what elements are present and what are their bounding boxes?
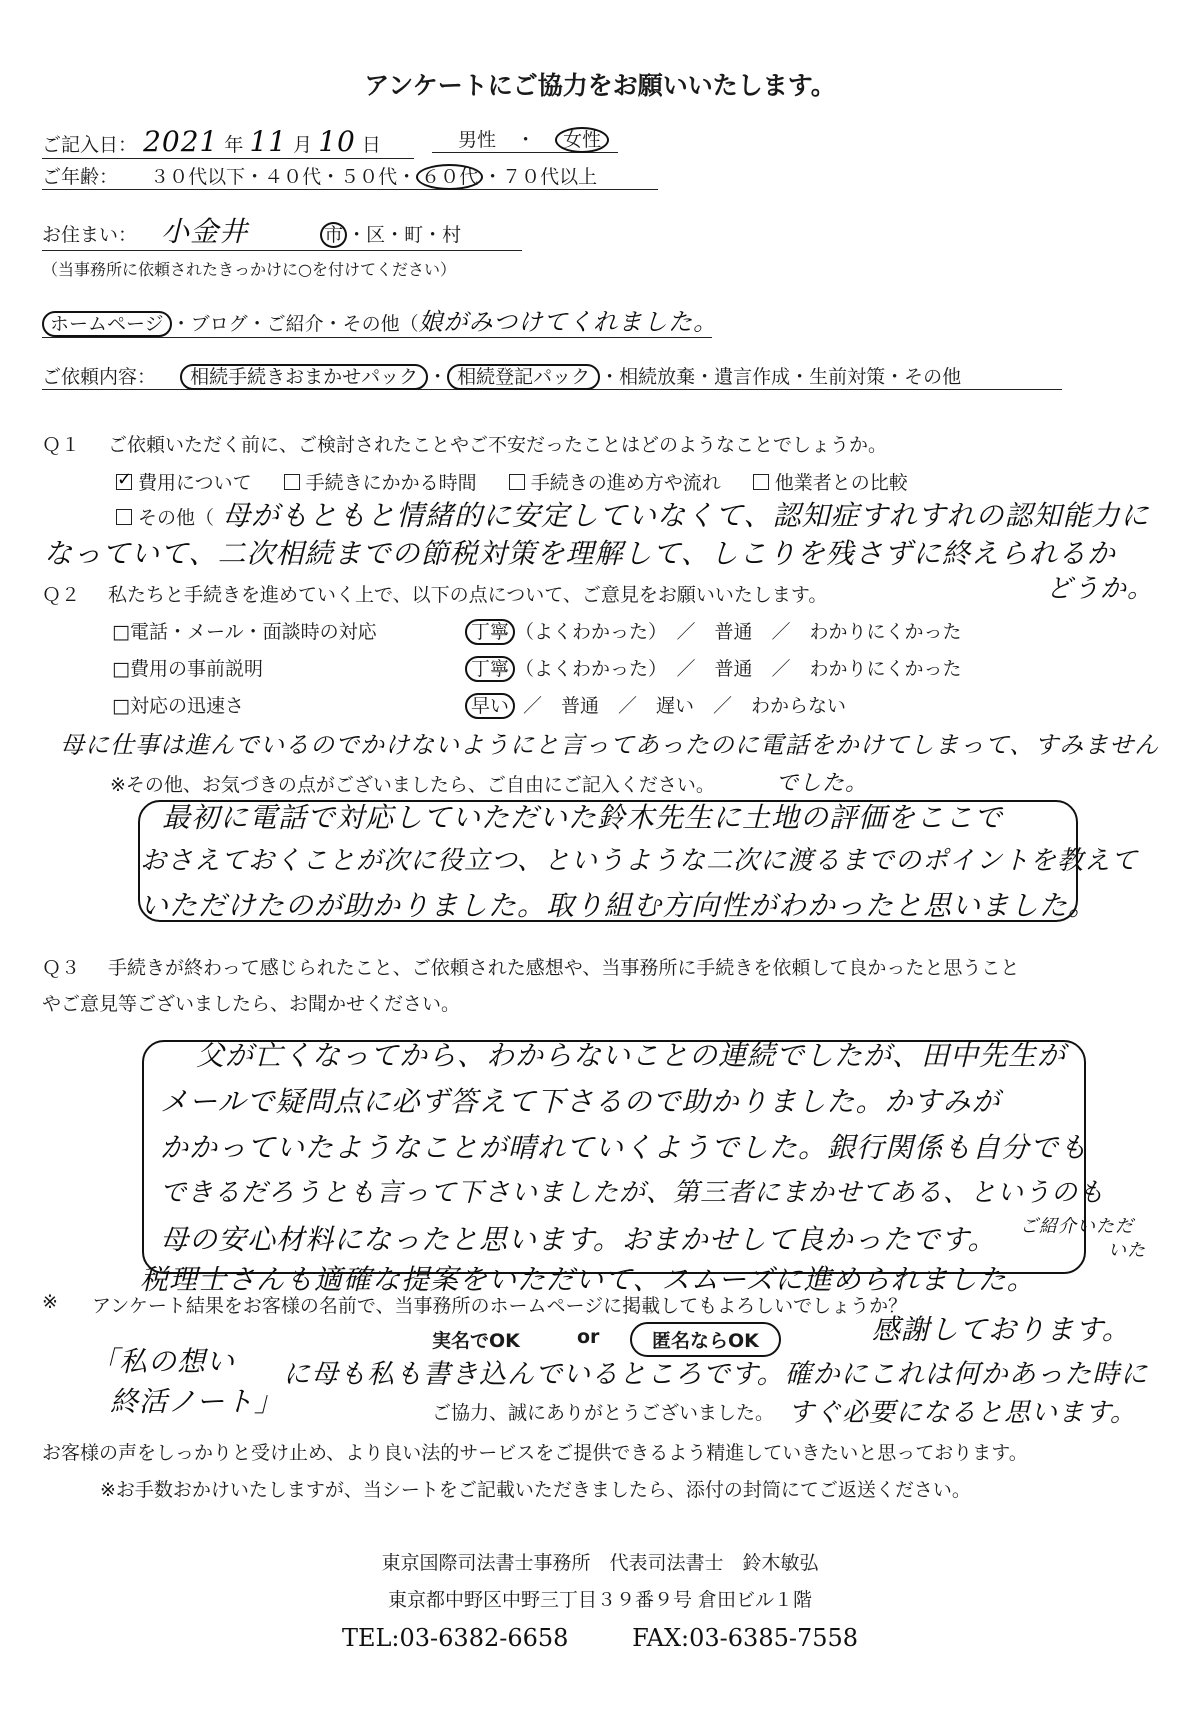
q2-hand-note-1: 母に仕事は進んでいるのでかけないようにと言ってあったのに電話をかけてしまって、すみません <box>60 731 1160 759</box>
entry-year: 2021 <box>143 125 219 158</box>
trigger-selected-homepage[interactable]: ホームページ <box>42 311 172 337</box>
age-selected[interactable]: ６０代 <box>416 164 483 190</box>
checked-checkbox-icon <box>116 474 132 490</box>
q1-opt-flow[interactable] <box>509 472 721 494</box>
q2-row-options[interactable]: （よくわかった） ／ 普通 ／ わかりにくかった <box>515 621 962 643</box>
q1-answer-line-2: なっていて、二次相続までの節税対策を理解して、しこりを残さずに終えられるか <box>44 537 1116 570</box>
q3-answer-line-3: かかっていたようなことが晴れていくようでした。銀行関係も自分でも <box>160 1131 1089 1164</box>
q2-row-answer <box>465 691 846 718</box>
gender-sep: ・ <box>516 129 536 151</box>
age-options-b[interactable]: ・７０代以上 <box>483 166 598 188</box>
q3-question-line-2: やご意見等ございましたら、お聞かせください。 <box>42 993 461 1015</box>
address-label: お住まい： <box>42 224 138 246</box>
entry-month: 11 <box>249 125 288 158</box>
request-label: ご依頼内容： <box>42 366 157 388</box>
address-city-selected[interactable]: 市 <box>320 222 347 248</box>
q2-comment-line-1: 最初に電話で対応していただいた鈴木先生に土地の評価をここで <box>162 801 1004 834</box>
extra-note-bracket-2: 終活ノート」 <box>110 1385 284 1418</box>
q2-row-item: □電話・メール・面談時の対応 <box>112 621 377 643</box>
q2-comment-line-2: おさえておくことが次に役立つ、というような二次に渡るまでのポイントを教えて <box>140 846 1138 876</box>
q2-row-answer <box>465 654 962 681</box>
q1-number: Ｑ１ <box>42 434 81 456</box>
consent-mark: ※ <box>42 1291 58 1313</box>
trigger-note: （当事務所に依頼されたきっかけに○を付けてください） <box>42 260 456 279</box>
checkbox-icon <box>284 474 300 490</box>
q3-answer-line-4: できるだろうとも言って下さいましたが、第三者にまかせてある、というのも <box>160 1178 1106 1208</box>
entry-day-unit: 日 <box>361 134 381 156</box>
request-options[interactable]: ・相続放棄・遺言作成・生前対策・その他 <box>600 366 962 388</box>
address-row <box>42 210 522 251</box>
gender-male[interactable]: 男性 <box>458 129 497 151</box>
age-label: ご年齢： <box>42 166 119 188</box>
return-note: ※お手数おかけいたしますが、当シートをご記載いただきましたら、添付の封筒にてご返送ください。 <box>100 1479 971 1501</box>
q2-row-item: □対応の迅速さ <box>112 695 244 717</box>
q2-hand-note-2: でした。 <box>776 771 869 796</box>
entry-date-row <box>42 125 414 159</box>
q3-answer-line-6: 税理士さんも適確な提案をいただいて、スムーズに進められました。 <box>140 1263 1036 1296</box>
age-options-a[interactable]: ３０代以下・４０代・５０代・ <box>150 166 417 188</box>
q2-row-item: □費用の事前説明 <box>112 658 263 680</box>
q1-opt-compare[interactable] <box>753 472 908 494</box>
extra-note-line-2: すぐ必要になると思います。 <box>788 1398 1137 1428</box>
request-sep: ・ <box>428 366 448 388</box>
request-selected-1[interactable]: 相続手続きおまかせパック <box>180 364 428 390</box>
q1-options-row <box>116 468 908 495</box>
q1-opt-cost[interactable] <box>116 472 252 494</box>
address-other-types[interactable]: ・区・町・村 <box>347 224 462 246</box>
page-title: アンケートにご協力をお願いいたします。 <box>364 71 836 100</box>
office-contact <box>0 1624 1200 1652</box>
q1-opt-other-label: その他（ <box>138 507 215 529</box>
q1-opt-time-label: 手続きにかかる時間 <box>305 472 477 494</box>
q3-answer-line-7: 感謝しております。 <box>872 1313 1131 1346</box>
q1-opt-flow-label: 手続きの進め方や流れ <box>530 472 721 494</box>
q2-row-options[interactable]: ／ 普通 ／ 遅い ／ わからない <box>523 695 847 717</box>
q2-other-prompt: ※その他、お気づきの点がございましたら、ご自由にご記入ください。 <box>110 774 715 796</box>
q3-answer-line-2: メールで疑問点に必ず答えて下さるので助かりました。かすみが <box>160 1085 1001 1118</box>
closing-text: お客様の声をしっかりと受け止め、より良い法的サービスをご提供できるよう精進していきたいと思っております。 <box>42 1442 1028 1464</box>
q2-row-selected[interactable]: 丁寧 <box>465 656 515 682</box>
q3-question-line-1: 手続きが終わって感じられたこと、ご依頼された感想や、当事務所に手続きを依頼して良かったと思うこと <box>108 957 1020 979</box>
q2-question: 私たちと手続きを進めていく上で、以下の点について、ご意見をお願いいたします。 <box>108 584 828 606</box>
consent-option-anonymous-selected[interactable]: 匿名ならOK <box>630 1322 781 1357</box>
q1-opt-time[interactable] <box>284 472 477 494</box>
office-tel: TEL:03-6382-6658 <box>341 1624 569 1652</box>
q2-row-selected[interactable]: 早い <box>465 693 515 719</box>
entry-month-unit: 月 <box>293 134 313 156</box>
q3-number: Ｑ３ <box>42 957 81 979</box>
gender-row <box>432 125 618 153</box>
q1-opt-compare-label: 他業者との比較 <box>774 472 908 494</box>
thanks-text: ご協力、誠にありがとうございました。 <box>432 1402 775 1424</box>
q3-answer-line-5: 母の安心材料になったと思います。おまかせして良かったです。 <box>160 1223 997 1256</box>
q2-row-selected[interactable]: 丁寧 <box>465 619 515 645</box>
checkbox-icon <box>509 474 525 490</box>
gender-female-selected[interactable]: 女性 <box>555 127 609 153</box>
request-row <box>42 362 1062 390</box>
q1-answer-line-1: 母がもともと情緒的に安定していなくて、認知症すれすれの認知能力に <box>222 499 1150 532</box>
q2-row-answer <box>465 617 962 644</box>
q3-answer-side-2: いた <box>1108 1240 1146 1261</box>
entry-date-label: ご記入日： <box>42 134 138 156</box>
entry-date-field[interactable] <box>42 125 414 159</box>
extra-note-line-1: に母も私も書き込んでいるところです。確かにこれは何かあった時に <box>283 1359 1149 1390</box>
consent-option-real-name[interactable]: 実名でOK <box>432 1330 520 1352</box>
q1-opt-other[interactable] <box>116 503 214 530</box>
trigger-other-text: 娘がみつけてくれました。 <box>418 308 719 336</box>
trigger-row <box>42 302 719 338</box>
q1-opt-cost-label: 費用について <box>138 472 252 494</box>
q2-number: Ｑ２ <box>42 584 81 606</box>
entry-day: 10 <box>318 125 356 158</box>
consent-question: アンケート結果をお客様の名前で、当事務所のホームページに掲載してもよろしいでしょうか？ <box>92 1295 908 1317</box>
checkbox-icon <box>116 509 132 525</box>
request-selected-2[interactable]: 相続登記パック <box>447 364 600 390</box>
q3-answer-line-1: 父が亡くなってから、わからないことの連続でしたが、田中先生が <box>196 1039 1067 1072</box>
age-row <box>42 162 658 190</box>
checkbox-icon <box>753 474 769 490</box>
q1-answer-line-3: どうか。 <box>1046 574 1155 604</box>
consent-or: or <box>577 1326 600 1348</box>
q2-comment-line-3: いただけたのが助かりました。取り組む方向性がわかったと思いました。 <box>140 889 1098 922</box>
q3-answer-side-1: ご紹介いただ <box>1020 1216 1134 1237</box>
entry-year-unit: 年 <box>224 134 244 156</box>
office-address: 東京都中野区中野三丁目３９番９号 倉田ビル１階 <box>387 1589 813 1611</box>
address-value: 小金井 <box>161 215 249 248</box>
trigger-options[interactable]: ・ブログ・ご紹介・その他（ <box>171 313 419 335</box>
office-name: 東京国際司法書士事務所 代表司法書士 鈴木敏弘 <box>381 1552 819 1574</box>
q2-row-options[interactable]: （よくわかった） ／ 普通 ／ わかりにくかった <box>515 658 962 680</box>
q1-question: ご依頼いただく前に、ご検討されたことやご不安だったことはどのようなことでしょうか。 <box>108 434 888 456</box>
office-fax: FAX:03-6385-7558 <box>632 1624 859 1652</box>
extra-note-bracket-1: 「私の想い <box>90 1345 236 1378</box>
